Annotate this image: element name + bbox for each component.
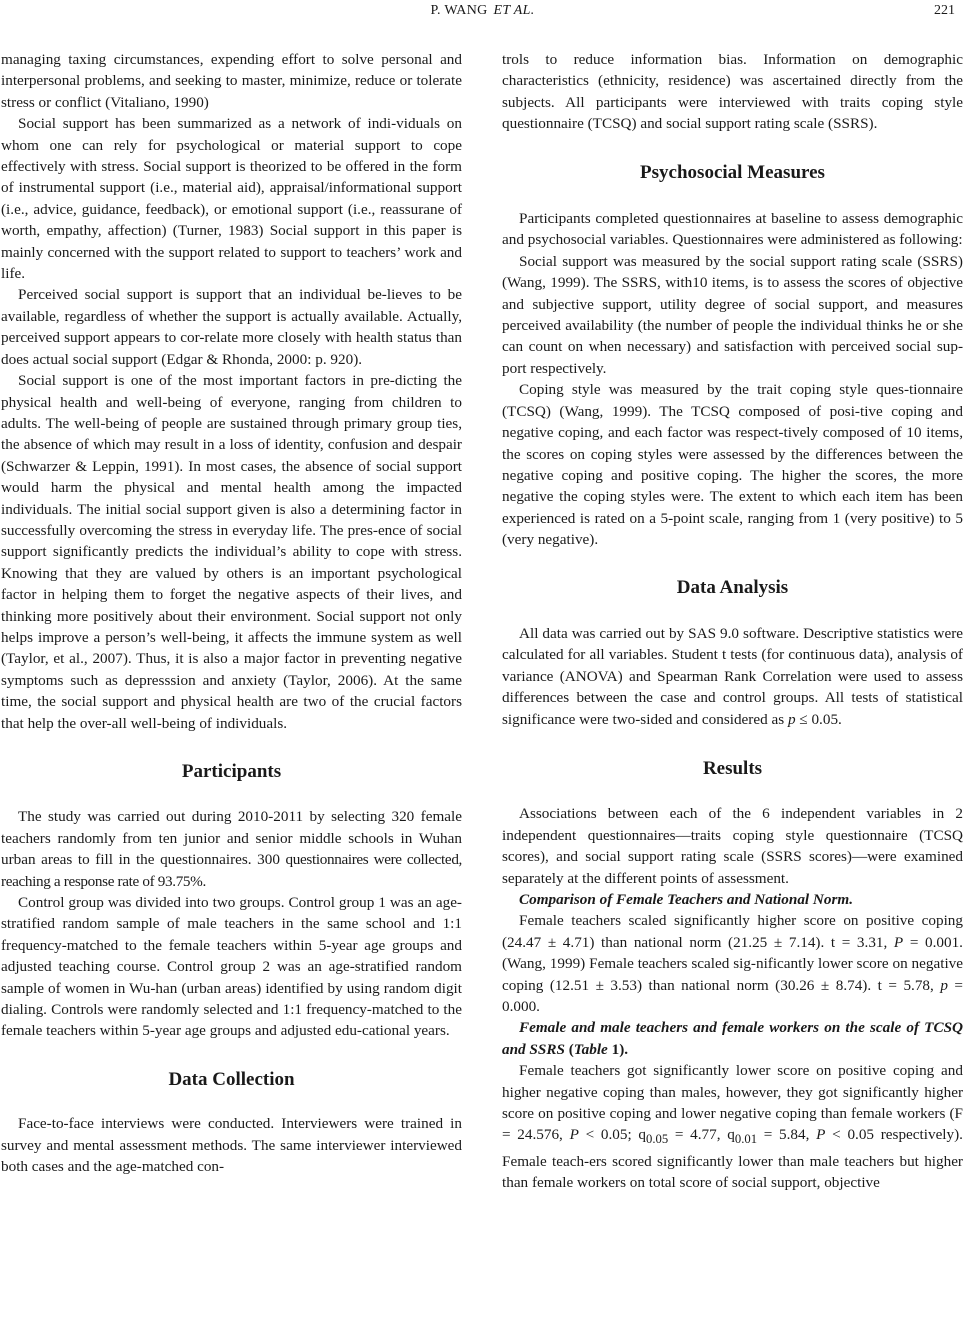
subheading-text: ( xyxy=(564,1040,574,1058)
section-heading-results: Results xyxy=(702,757,763,779)
table-reference: Table xyxy=(573,1040,608,1058)
section-heading-data-analysis: Data Analysis xyxy=(676,576,789,598)
subheading-text: Female and male teachers and female workers on the scale of TCSQ and SSRS xyxy=(502,1019,963,1058)
paragraph: Face-to-face interviews were conducted. Interviewers were trained in survey and mental assessment methods. The same interviewer interviewed both cases and the age-matched con- xyxy=(1,1115,462,1176)
paragraph-part: ≤ 0.05. xyxy=(795,710,842,728)
paragraph: Social support has been summarized as a network of indi-viduals on whom one can rely for psychological or material support to cope effectively with stress. Social support is theorized to be offered in the form of instrumental support (i.e., material aid), appraisal/informational support (i.e., advice, guidance, feedback), or emotional support (i.e., reassurane of worth, empathy, affection) (Turner, 1983) Social support in this paper is mainly concerned with the support related to support to teachers’ work and life. xyxy=(1,115,462,283)
paragraph: Associations between each of the 6 independent variables in 2 independent questionnaires—traits coping style questionnaire (TCSQ scores), and social support rating scale (SSRS scores)—were examined separately at the different points of assessment. xyxy=(502,805,963,887)
paragraph xyxy=(502,623,963,730)
running-author xyxy=(0,3,965,19)
p-symbol: P xyxy=(569,1126,579,1144)
running-header xyxy=(0,0,965,22)
left-column xyxy=(1,49,462,1178)
paragraph xyxy=(502,1060,963,1193)
paragraph xyxy=(502,910,963,1017)
paragraph-part: = 0.000. xyxy=(502,976,963,1016)
paragraph-part: < 0.05; q xyxy=(578,1126,646,1144)
right-column xyxy=(502,49,963,1194)
subscript: 0.05 xyxy=(646,1132,669,1147)
paragraph: Social support was measured by the social support rating scale (SSRS) (Wang, 1999). The SSRS, with10 items, is to assess the scores of objective and subjective support, utility degree of social support, and measures perceived availability (the number of people the individual thinks he or she can count on when necessary) and satisfaction with perceived social sup-port respectively. xyxy=(502,252,963,377)
paragraph: Participants completed questionnaires at baseline to assess demographic and psychosocial variables. Questionnaires were administered as following: xyxy=(502,210,963,249)
paragraph xyxy=(1,806,462,892)
paragraph-part: The study was carried out during 2010-2011 by selecting 320 female teachers randomly from ten junior and senior middle schools in Wuhan urban areas to fill in the questionnaires. 300 xyxy=(1,808,462,869)
section-heading-participants: Participants xyxy=(181,761,282,782)
p-symbol: P xyxy=(893,933,904,951)
p-symbol: P xyxy=(816,1126,826,1144)
subheading-text: 1). xyxy=(607,1040,629,1058)
paragraph: Social support is one of the most important factors in pre-dicting the physical health and well-being of everyone, ranging from children to adults. The well-being of people are sustained through primary group ties, the absence of which may result in a loss of identity, confusion and despair (Schwarzer & Leppin, 1991). In most cases, the absence of social support would harm the physical and mental health among the impacted individuals. The initial social support given is also a determining factor in successfully overcoming the stress in everyday life. The pres-ence of social support significantly predicts the individual’s ability to cope with stress. Knowing that they are valued by others is an important psychological factor in helping them to forget the negative aspects of their lives, and thinking more positively about their environment. Social support not only helps improve a person’s well-being, it affects the immune system as well (Taylor, et al., 2007). Thus, it is also a major factor in preventing negative symptoms such as depresssion and anxiety (Taylor, 2006). At the same time, the social support and physical health are two of the crucial factors that help the over-all well-being of individuals. xyxy=(1,372,462,732)
paragraph-part: = 4.77, q xyxy=(668,1126,735,1144)
subheading-tcsq-ssrs xyxy=(502,1017,963,1060)
paragraph: trols to reduce information bias. Information on demographic characteristics (ethnicity, residence) was ascertained directly from the subjects. All participants were interviewed with traits coping style questionnaire (TCSQ) and social support rating scale (SSRS). xyxy=(502,51,963,133)
paragraph-part: questionnaires were collected, reaching a response rate of 93.75%. xyxy=(1,851,463,890)
author-etal: ET AL. xyxy=(493,3,535,18)
subheading-norm-comparison: Comparison of Female Teachers and National Norm. xyxy=(519,891,854,908)
paragraph: Perceived social support is support that an individual be-lieves to be available, regardless of whether the support is actually available. Actually, perceived support appears to cor-relate more closely with health status than does actual social support (Edgar & Rhonda, 2000: p. 920). xyxy=(1,286,462,368)
section-heading-psychosocial-measures: Psychosocial Measures xyxy=(640,161,825,183)
paragraph: Coping style was measured by the trait coping style ques-tionnaire (TCSQ) (Wang, 1999). The TCSQ composed of posi-tive coping and negative coping, and each factor was respect-tively composed of 10 items, the scores on coping styles were assessed by the differences between the negative coping and positive coping. The higher the scores, the more negative the coping styles were. The extent to which each item has been experienced is rated on a 5-point scale, ranging from 1 (very positive) to 5 (very negative). xyxy=(502,381,963,549)
p-symbol: p xyxy=(940,976,948,994)
paragraph-part: = 5.84, xyxy=(757,1126,817,1144)
p-symbol: p xyxy=(787,710,796,728)
paragraph-part: Female teachers scaled significantly higher score on positive coping (24.47 ± 4.71) than national norm (21.25 ± 7.14). t = 3.31, xyxy=(502,912,963,951)
section-heading-data-collection: Data Collection xyxy=(168,1068,295,1090)
paragraph-part: All data was carried out by SAS 9.0 software. Descriptive statistics were calculated for all variables. Student t tests (for continuous data), analysis of variance (ANOVA) and Spearman Rank Correlation were used to assess differences between the case and control groups. All tests of statistical significance were two-sided and considered as xyxy=(502,624,963,728)
paragraph: Control group was divided into two groups. Control group 1 was an age-stratified random sample of male teachers in the same school and 1:1 frequency-matched to the female teachers within 5-year age groups and adjusted teaching course. Control group 2 was an age-stratified random sample of women in Wu-han (urban areas) identified by using random digit dialing. Controls were randomly selected and 1:1 frequency-matched to the female teachers within 5-year age groups and adjusted edu-cational years. xyxy=(1,894,462,1040)
author-name: P. WANG xyxy=(430,3,488,18)
paragraph: managing taxing circumstances, expending effort to solve personal and interpersonal problems, and seeking to master, minimize, reduce or tolerate stress or conflict (Vitaliano, 1990) xyxy=(1,51,462,111)
page-number: 221 xyxy=(934,3,955,18)
paragraph-part: Female teachers got significantly lower score on positive coping and higher negative coping than males, however, they got significantly higher score on positive coping and lower negative coping than female workers (F = 24.576, xyxy=(502,1062,963,1144)
paragraph-part: < 0.05 respectively). Female teach-ers scored significantly lower than male teachers but higher than female workers on total score of social support, objective xyxy=(502,1126,963,1192)
subscript: 0.01 xyxy=(734,1132,758,1147)
paragraph-part: = 0.001. (Wang, 1999) Female teachers scaled sig-nificantly lower score on negative coping (12.51 ± 3.53) than national norm (30.26 ± 8.74). t = 5.78, xyxy=(502,933,963,994)
